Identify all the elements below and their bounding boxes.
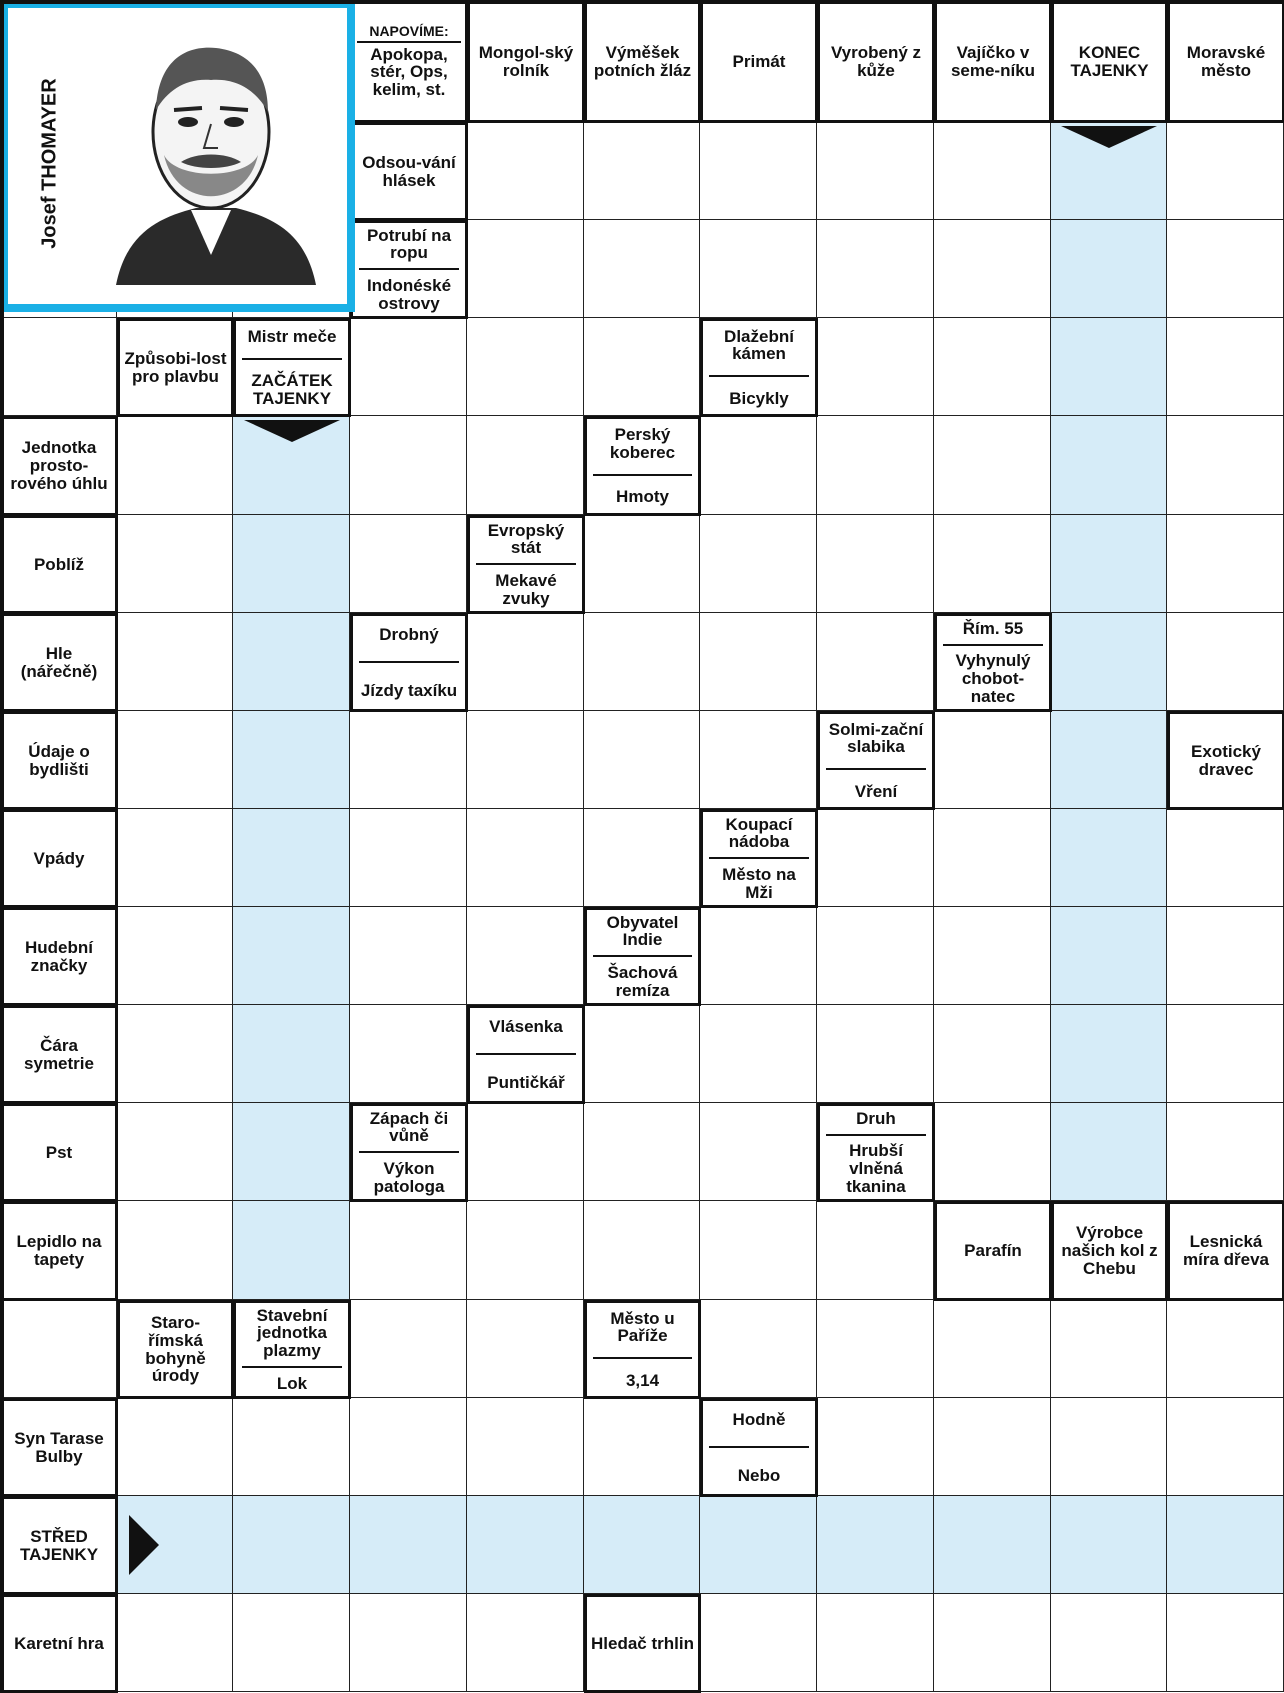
clue-text: Vyhynulý chobot-natec: [955, 650, 1031, 706]
grid-cell[interactable]: [467, 1300, 584, 1398]
grid-cell[interactable]: [1167, 809, 1284, 907]
grid-cell[interactable]: [233, 1201, 350, 1300]
clue-cell: [584, 1594, 701, 1693]
grid-cell[interactable]: [117, 711, 233, 809]
clue-divider: [709, 375, 809, 377]
grid-cell[interactable]: [467, 613, 584, 711]
grid-cell[interactable]: [817, 1201, 934, 1300]
grid-cell[interactable]: [817, 1300, 934, 1398]
clue-divider: [826, 768, 926, 770]
clue-text: Mekavé zvuky: [495, 570, 557, 608]
clue-text: Nebo: [737, 1465, 781, 1485]
grid-cell[interactable]: [1167, 122, 1284, 220]
grid-cell[interactable]: [233, 1005, 350, 1103]
clue-cell: [233, 318, 351, 417]
grid-cell[interactable]: [934, 515, 1051, 613]
grid-cell[interactable]: [700, 515, 817, 613]
clue-divider: [242, 1366, 342, 1368]
clue-text: Hrubší vlněná tkanina: [846, 1140, 906, 1196]
clue-text: Zápach či vůně: [369, 1108, 449, 1146]
grid-cell[interactable]: [584, 1398, 700, 1496]
clue-divider: [593, 1357, 692, 1359]
grid-cell[interactable]: [700, 613, 817, 711]
grid-cell[interactable]: [1167, 515, 1284, 613]
clue-divider: [359, 661, 459, 663]
grid-cell[interactable]: [700, 122, 817, 220]
clue-text: Hmoty: [616, 487, 669, 507]
header-clue: [350, 0, 468, 123]
grid-cell[interactable]: [467, 416, 584, 515]
grid-cell[interactable]: [1167, 613, 1284, 711]
clue-cell: [0, 907, 118, 1006]
clue-cell: [700, 318, 818, 417]
grid-cell[interactable]: [1167, 318, 1284, 416]
header-clue: [584, 0, 701, 123]
clue-text: Mongol-ský rolník: [478, 42, 574, 80]
clue-cell: [1051, 1201, 1168, 1301]
grid-cell[interactable]: [117, 1594, 233, 1692]
grid-cell[interactable]: [584, 613, 700, 711]
grid-cell[interactable]: [584, 711, 700, 809]
grid-cell[interactable]: [350, 1300, 467, 1398]
grid-cell[interactable]: [700, 220, 817, 318]
grid-cell[interactable]: [934, 1594, 1051, 1692]
clue-text: Drobný: [379, 624, 439, 644]
clue-text: Syn Tarase Bulby: [14, 1428, 104, 1466]
grid-cell[interactable]: [233, 1594, 350, 1692]
clue-divider: [242, 358, 342, 360]
grid-cell[interactable]: [350, 318, 467, 416]
clue-text: Jízdy taxíku: [360, 680, 458, 700]
start-arrow-icon: [244, 420, 340, 442]
clue-text: Výrobce našich kol z Chebu: [1061, 1223, 1158, 1278]
hint-label: NAPOVÍME:: [357, 24, 461, 43]
grid-cell[interactable]: [817, 220, 934, 318]
clue-text: Indonéské ostrovy: [366, 275, 452, 313]
clue-cell: [0, 809, 118, 908]
grid-cell[interactable]: [1167, 220, 1284, 318]
grid-cell[interactable]: [117, 515, 233, 613]
grid-cell[interactable]: [1051, 416, 1167, 515]
grid-cell[interactable]: [1167, 907, 1284, 1005]
grid-cell[interactable]: [1051, 613, 1167, 711]
grid-cell[interactable]: [934, 220, 1051, 318]
grid-cell[interactable]: [817, 1005, 934, 1103]
grid-cell[interactable]: [350, 809, 467, 907]
clue-text: Mistr meče: [247, 326, 337, 346]
clue-divider: [359, 268, 459, 270]
clue-text: STŘED TAJENKY: [19, 1526, 99, 1564]
clue-text: Perský koberec: [609, 424, 676, 462]
clue-text: Lesnická míra dřeva: [1183, 1232, 1269, 1269]
grid-cell[interactable]: [700, 1594, 817, 1692]
grid-cell[interactable]: [233, 711, 350, 809]
clue-cell: [0, 1005, 118, 1104]
header-clue: [700, 0, 818, 123]
clue-cell: [700, 809, 818, 908]
grid-cell[interactable]: [233, 1398, 350, 1496]
clue-text: Hledač trhlin: [591, 1633, 694, 1653]
clue-text: Puntičkář: [487, 1072, 565, 1092]
grid-cell[interactable]: [1167, 1005, 1284, 1103]
grid-cell[interactable]: [584, 809, 700, 907]
grid-cell[interactable]: [817, 1594, 934, 1692]
grid-cell[interactable]: [934, 318, 1051, 416]
grid-cell[interactable]: [233, 907, 350, 1005]
clue-divider: [709, 857, 809, 859]
grid-cell[interactable]: [0, 1300, 117, 1398]
grid-cell[interactable]: [1051, 809, 1167, 907]
grid-cell[interactable]: [467, 1496, 584, 1594]
clue-cell: [0, 613, 118, 712]
clue-cell: [467, 515, 585, 614]
clue-text: Karetní hra: [14, 1633, 104, 1653]
grid-cell[interactable]: [817, 416, 934, 515]
clue-text: Dlažební kámen: [724, 326, 794, 364]
clue-text: Evropský stát: [487, 520, 565, 558]
grid-cell[interactable]: [700, 711, 817, 809]
grid-cell[interactable]: [934, 809, 1051, 907]
clue-cell: [934, 613, 1052, 712]
grid-cell[interactable]: [350, 1005, 467, 1103]
clue-cell: [934, 1201, 1052, 1301]
grid-cell[interactable]: [584, 1201, 700, 1300]
clue-text: Město u Paříže: [610, 1308, 675, 1346]
grid-cell[interactable]: [817, 1398, 934, 1496]
clue-cell: [117, 318, 234, 417]
grid-cell[interactable]: [467, 1398, 584, 1496]
clue-cell: [350, 122, 468, 221]
end-arrow-icon: [1061, 126, 1157, 148]
grid-cell[interactable]: [934, 1005, 1051, 1103]
clue-text: Výměšek potních žláz: [593, 42, 692, 80]
header-clue: [467, 0, 585, 123]
clue-cell: [233, 1300, 351, 1399]
grid-cell[interactable]: [467, 711, 584, 809]
grid-cell[interactable]: [817, 515, 934, 613]
grid-cell[interactable]: [934, 122, 1051, 220]
grid-cell[interactable]: [467, 907, 584, 1005]
grid-cell[interactable]: [817, 318, 934, 416]
clue-cell: [0, 1496, 118, 1595]
grid-cell[interactable]: [467, 220, 584, 318]
grid-cell[interactable]: [1167, 1594, 1284, 1692]
grid-cell[interactable]: [1051, 220, 1167, 318]
header-clue: [1051, 0, 1168, 123]
grid-cell[interactable]: [700, 1103, 817, 1201]
grid-cell[interactable]: [350, 1398, 467, 1496]
grid-cell[interactable]: [934, 1496, 1051, 1594]
clue-text: Druh: [856, 1108, 896, 1128]
grid-cell[interactable]: [467, 809, 584, 907]
grid-cell[interactable]: [117, 809, 233, 907]
grid-cell[interactable]: [934, 711, 1051, 809]
grid-cell[interactable]: [233, 1103, 350, 1201]
clue-cell: [0, 1398, 118, 1497]
grid-cell[interactable]: [584, 122, 700, 220]
clue-text: Vajíčko v seme-níku: [950, 42, 1036, 80]
grid-cell[interactable]: [584, 220, 700, 318]
grid-cell[interactable]: [1051, 1496, 1167, 1594]
clue-text: Bicykly: [729, 388, 789, 408]
clue-divider: [593, 955, 692, 957]
clue-cell: [467, 1005, 585, 1104]
clue-text: Vření: [854, 781, 898, 801]
clue-text: Vyrobený z kůže: [830, 42, 922, 80]
clue-text: Vpády: [33, 848, 85, 868]
clue-text: Řím. 55: [962, 618, 1024, 638]
grid-cell[interactable]: [584, 1496, 700, 1594]
clue-text: Město na Mži: [722, 864, 796, 902]
grid-cell[interactable]: [584, 1005, 700, 1103]
clue-divider: [826, 1134, 926, 1136]
clue-text: Potrubí na ropu: [366, 225, 452, 263]
clue-divider: [593, 474, 692, 476]
clue-text: Čára symetrie: [24, 1035, 94, 1073]
grid-cell[interactable]: [700, 1300, 817, 1398]
clue-text: Stavební jednotka plazmy: [256, 1305, 328, 1361]
grid-cell[interactable]: [1051, 907, 1167, 1005]
clue-text: Pst: [45, 1142, 73, 1162]
grid-cell[interactable]: [584, 318, 700, 416]
grid-cell[interactable]: [233, 613, 350, 711]
clue-cell: [0, 1594, 118, 1693]
grid-cell[interactable]: [467, 1103, 584, 1201]
clue-divider: [943, 644, 1043, 646]
clue-cell: [0, 1201, 118, 1301]
grid-cell[interactable]: [1051, 318, 1167, 416]
grid-cell[interactable]: [350, 1201, 467, 1300]
portrait-name: Josef THOMAYER: [38, 77, 61, 249]
clue-cell: [584, 416, 701, 516]
header-clue: [934, 0, 1052, 123]
grid-cell[interactable]: [1167, 1103, 1284, 1201]
grid-cell[interactable]: [117, 416, 233, 515]
grid-cell[interactable]: [700, 1005, 817, 1103]
grid-cell[interactable]: [1051, 1103, 1167, 1201]
grid-cell[interactable]: [817, 1496, 934, 1594]
grid-cell[interactable]: [817, 809, 934, 907]
grid-cell[interactable]: [1051, 1594, 1167, 1692]
clue-text: Lok: [276, 1373, 308, 1393]
grid-cell[interactable]: [700, 1496, 817, 1594]
grid-cell[interactable]: [817, 613, 934, 711]
clue-text: Způsobi-lost pro plavbu: [124, 348, 227, 386]
portrait-image: [86, 20, 336, 290]
clue-text: Údaje o bydlišti: [28, 741, 90, 779]
clue-cell: [0, 416, 118, 516]
grid-cell[interactable]: [817, 907, 934, 1005]
grid-cell[interactable]: [350, 416, 467, 515]
grid-cell[interactable]: [467, 122, 584, 220]
clue-text: Obyvatel Indie: [606, 912, 679, 950]
clue-text: Solmi-zační slabika: [828, 719, 924, 757]
grid-cell[interactable]: [1167, 1398, 1284, 1496]
grid-cell[interactable]: [1167, 1300, 1284, 1398]
header-clue: [817, 0, 935, 123]
grid-cell[interactable]: [467, 1594, 584, 1692]
grid-cell[interactable]: [467, 318, 584, 416]
grid-cell[interactable]: [1051, 711, 1167, 809]
grid-cell[interactable]: [350, 711, 467, 809]
clue-text: Vlásenka: [489, 1016, 563, 1036]
clue-text: Primát: [732, 51, 786, 71]
grid-cell[interactable]: [1051, 1398, 1167, 1496]
clue-text: Apokopa, stér, Ops, kelim, st.: [370, 44, 448, 100]
clue-divider: [476, 563, 576, 565]
grid-cell[interactable]: [934, 1398, 1051, 1496]
grid-cell[interactable]: [117, 907, 233, 1005]
portrait-panel: [0, 0, 355, 312]
grid-cell[interactable]: [1167, 416, 1284, 515]
header-clue: [1167, 0, 1284, 123]
clue-text: Šachová remíza: [607, 962, 678, 1000]
grid-cell[interactable]: [584, 1103, 700, 1201]
grid-cell[interactable]: [1051, 1300, 1167, 1398]
grid-cell[interactable]: [233, 1496, 350, 1594]
clue-text: ZAČÁTEK TAJENKY: [251, 370, 333, 408]
grid-cell[interactable]: [934, 1103, 1051, 1201]
clue-text: Poblíž: [33, 554, 85, 574]
grid-cell[interactable]: [934, 1300, 1051, 1398]
clue-cell: [0, 515, 118, 614]
grid-cell[interactable]: [584, 515, 700, 613]
clue-text: Parafín: [964, 1241, 1022, 1261]
grid-cell[interactable]: [700, 1201, 817, 1300]
clue-divider: [476, 1053, 576, 1055]
grid-cell[interactable]: [117, 613, 233, 711]
clue-cell: [584, 907, 701, 1006]
clue-text: Exotický dravec: [1191, 741, 1261, 779]
clue-cell: [0, 711, 118, 810]
clue-cell: [700, 1398, 818, 1497]
grid-cell[interactable]: [700, 416, 817, 515]
grid-cell[interactable]: [117, 1201, 233, 1300]
grid-cell[interactable]: [350, 515, 467, 613]
clue-cell: [350, 1103, 468, 1202]
middle-arrow-icon: [129, 1515, 159, 1575]
grid-cell[interactable]: [233, 515, 350, 613]
clue-cell: [817, 711, 935, 810]
clue-text: Hle (nářečně): [20, 643, 98, 681]
grid-cell[interactable]: [1167, 1496, 1284, 1594]
clue-text: Koupací nádoba: [725, 814, 793, 852]
grid-cell[interactable]: [233, 809, 350, 907]
grid-cell[interactable]: [350, 907, 467, 1005]
clue-text: KONEC TAJENKY: [1070, 42, 1149, 80]
clue-cell: [1167, 1201, 1284, 1301]
grid-cell[interactable]: [0, 318, 117, 416]
grid-cell[interactable]: [350, 1594, 467, 1692]
clue-text: Moravské město: [1186, 42, 1266, 80]
grid-cell[interactable]: [1051, 515, 1167, 613]
clue-divider: [359, 1151, 459, 1153]
grid-cell[interactable]: [934, 907, 1051, 1005]
clue-cell: [584, 1300, 701, 1399]
clue-divider: [709, 1446, 809, 1448]
grid-cell[interactable]: [350, 1496, 467, 1594]
clue-cell: [350, 220, 468, 319]
grid-cell[interactable]: [934, 416, 1051, 515]
grid-cell[interactable]: [117, 1398, 233, 1496]
clue-text: 3,14: [625, 1370, 660, 1390]
clue-text: Odsou-vání hlásek: [362, 152, 456, 190]
clue-cell: [0, 1103, 118, 1202]
clue-cell: [117, 1300, 234, 1399]
clue-cell: [817, 1103, 935, 1202]
clue-cell: [1167, 711, 1284, 810]
clue-text: Hodně: [732, 1409, 786, 1429]
grid-cell[interactable]: [117, 1103, 233, 1201]
clue-text: Výkon patologa: [373, 1158, 445, 1196]
grid-cell[interactable]: [117, 1005, 233, 1103]
clue-text: Hudební značky: [25, 937, 93, 975]
grid-cell[interactable]: [700, 907, 817, 1005]
grid-cell[interactable]: [1051, 1005, 1167, 1103]
clue-text: Jednotka prosto-rového úhlu: [10, 438, 108, 493]
grid-cell[interactable]: [817, 122, 934, 220]
clue-text: Staro-římská bohyně úrody: [145, 1312, 206, 1386]
clue-cell: [350, 613, 468, 712]
clue-text: Lepidlo na tapety: [16, 1232, 102, 1269]
grid-cell[interactable]: [467, 1201, 584, 1300]
